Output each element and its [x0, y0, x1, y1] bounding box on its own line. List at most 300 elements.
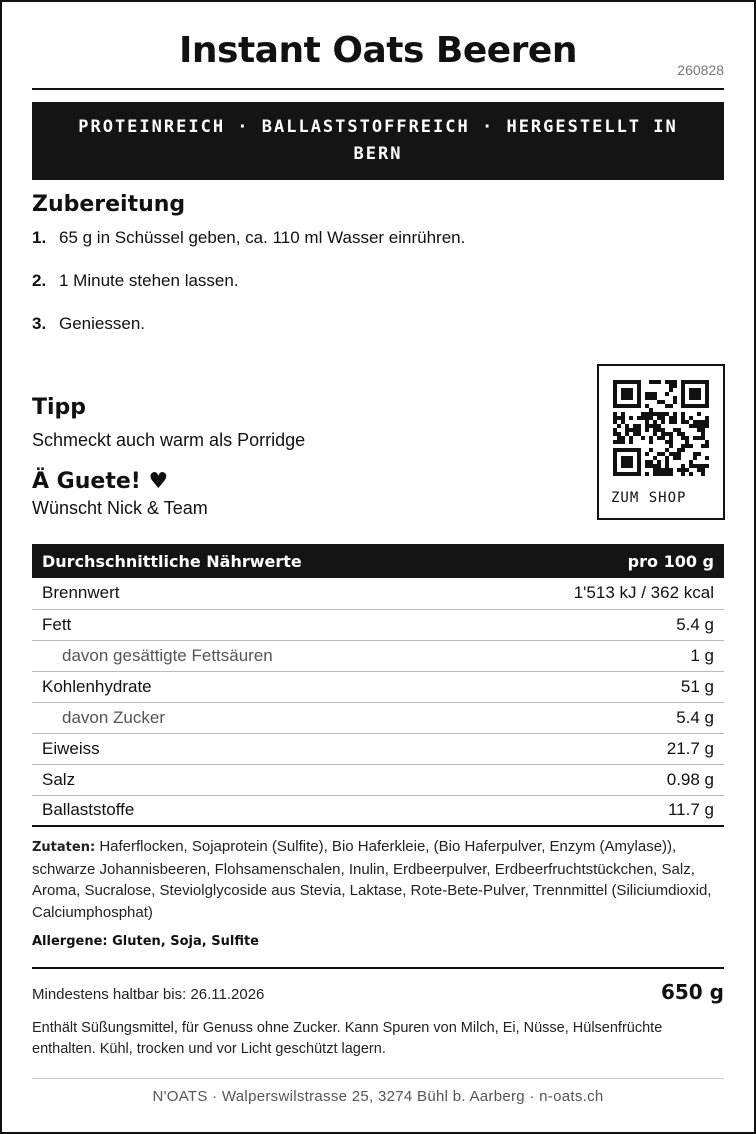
divider	[32, 88, 724, 90]
qr-module	[613, 440, 617, 444]
qr-label: ZUM SHOP	[611, 490, 687, 506]
qr-module	[613, 392, 617, 396]
qr-module	[617, 448, 621, 452]
qr-module	[629, 380, 633, 384]
qr-module	[685, 440, 689, 444]
qr-module	[613, 400, 617, 404]
qr-module	[621, 416, 625, 420]
qr-module	[681, 432, 685, 436]
qr-module	[701, 380, 705, 384]
qr-module	[669, 452, 673, 456]
qr-module	[705, 400, 709, 404]
qr-module	[677, 456, 681, 460]
qr-module	[637, 460, 641, 464]
qr-module	[645, 416, 649, 420]
qr-module	[693, 404, 697, 408]
qr-module	[633, 380, 637, 384]
qr-module	[621, 396, 625, 400]
batch-code: 260828	[677, 62, 724, 78]
qr-module	[625, 424, 629, 428]
qr-module	[705, 404, 709, 408]
nutrient-label: Ballaststoffe	[32, 795, 472, 826]
preparation-steps	[32, 228, 592, 357]
best-before: Mindestens haltbar bis: 26.11.2026	[32, 986, 265, 1003]
qr-module	[637, 400, 641, 404]
qr-module	[613, 420, 617, 424]
qr-module	[657, 468, 661, 472]
qr-module	[681, 392, 685, 396]
qr-module	[665, 460, 669, 464]
qr-module	[649, 408, 653, 412]
qr-module	[705, 456, 709, 460]
qr-module	[665, 432, 669, 436]
qr-module	[697, 464, 701, 468]
qr-module	[673, 456, 677, 460]
qr-module	[653, 396, 657, 400]
qr-module	[685, 380, 689, 384]
qr-module	[653, 464, 657, 468]
qr-module	[693, 388, 697, 392]
qr-module	[657, 400, 661, 404]
storage-notice: Enthält Süßungsmittel, für Genuss ohne Zucker. Kann Spuren von Milch, Ei, Nüsse, Hülsenfrüchte enthalten. Kühl, trocken und vor Licht geschützt lagern.	[32, 1020, 663, 1057]
qr-module	[701, 436, 705, 440]
qr-module	[697, 396, 701, 400]
qr-module	[657, 428, 661, 432]
qr-module	[701, 468, 705, 472]
qr-module	[657, 380, 661, 384]
qr-module	[637, 388, 641, 392]
qr-code-icon[interactable]	[613, 380, 709, 476]
qr-module	[689, 444, 693, 448]
qr-module	[701, 444, 705, 448]
qr-module	[697, 452, 701, 456]
nutrition-header-unit: pro 100 g	[472, 544, 724, 578]
qr-module	[625, 404, 629, 408]
nutrient-value: 5.4 g	[472, 702, 724, 733]
nutrition-row	[32, 578, 724, 609]
qr-module	[693, 456, 697, 460]
nutrient-label: davon Zucker	[32, 702, 472, 733]
qr-module	[689, 396, 693, 400]
nutrition-row	[32, 733, 724, 764]
qr-module	[621, 404, 625, 408]
qr-module	[637, 380, 641, 384]
allergens-value: Allergene: Gluten, Soja, Sulfite	[32, 934, 259, 949]
qr-module	[661, 432, 665, 436]
qr-module	[649, 448, 653, 452]
company-footer: N'OATS · Walperswilstrasse 25, 3274 Bühl b. Aarberg · n-oats.ch	[152, 1088, 604, 1105]
qr-module	[689, 460, 693, 464]
qr-module	[637, 396, 641, 400]
qr-module	[645, 452, 649, 456]
qr-module	[653, 412, 657, 416]
net-weight: 650 g	[660, 980, 724, 1004]
qr-module	[629, 396, 633, 400]
qr-module	[613, 396, 617, 400]
qr-module	[685, 404, 689, 408]
qr-module	[689, 472, 693, 476]
qr-module	[677, 448, 681, 452]
step-number: 3.	[32, 314, 47, 333]
qr-module	[629, 472, 633, 476]
qr-module	[689, 416, 693, 420]
qr-module	[681, 404, 685, 408]
qr-module	[693, 392, 697, 396]
qr-module	[621, 412, 625, 416]
qr-module	[661, 420, 665, 424]
qr-module	[613, 388, 617, 392]
qr-module	[685, 420, 689, 424]
qr-module	[649, 392, 653, 396]
qr-module	[649, 412, 653, 416]
qr-module	[625, 464, 629, 468]
greeting-heading: Ä Guete! ♥	[32, 469, 169, 494]
qr-module	[669, 388, 673, 392]
qr-module	[641, 412, 645, 416]
qr-module	[653, 428, 657, 432]
qr-module	[629, 392, 633, 396]
qr-module	[629, 456, 633, 460]
qr-module	[613, 452, 617, 456]
qr-module	[629, 428, 633, 432]
qr-module	[653, 424, 657, 428]
qr-module	[681, 412, 685, 416]
qr-module	[705, 380, 709, 384]
qr-module	[677, 452, 681, 456]
qr-module	[665, 468, 669, 472]
qr-module	[617, 424, 621, 428]
qr-module	[689, 392, 693, 396]
qr-module	[693, 380, 697, 384]
qr-module	[617, 472, 621, 476]
qr-module	[669, 384, 673, 388]
greeting-text: Wünscht Nick & Team	[32, 498, 208, 518]
step-item	[32, 314, 592, 357]
qr-module	[637, 452, 641, 456]
qr-module	[669, 404, 673, 408]
qr-module	[701, 424, 705, 428]
qr-module	[617, 432, 621, 436]
qr-module	[645, 420, 649, 424]
divider	[32, 1078, 724, 1079]
qr-module	[621, 448, 625, 452]
qr-module	[705, 464, 709, 468]
allergens-text	[32, 932, 259, 949]
qr-module	[701, 432, 705, 436]
qr-module	[693, 436, 697, 440]
qr-module	[637, 428, 641, 432]
qr-module	[641, 416, 645, 420]
qr-module	[697, 388, 701, 392]
nutrient-label: Eiweiss	[32, 733, 472, 764]
nutrition-header-label: Durchschnittliche Nährwerte	[32, 544, 472, 578]
nutrient-value: 1'513 kJ / 362 kcal	[472, 578, 724, 609]
qr-module	[661, 412, 665, 416]
qr-module	[669, 432, 673, 436]
qr-module	[617, 416, 621, 420]
qr-module	[621, 456, 625, 460]
qr-module	[669, 380, 673, 384]
qr-module	[693, 396, 697, 400]
qr-module	[689, 464, 693, 468]
ingredients-list: Haferflocken, Sojaprotein (Sulfite), Bio Haferkleie, (Bio Haferpulver, Enzym (Amylase)), schwarze Johannisbeeren, Flohsamenschalen, Inulin, Erdbeerpulver, Erdbeerfruchtstückchen, Salz, Aroma, Sucralose, Steviolglycoside aus Stevia, Laktase, Rote-Bete-Pulver, Trennmittel (Siliciumdioxid, Calciumphosphat)	[32, 838, 712, 921]
qr-module	[673, 428, 677, 432]
qr-module	[669, 436, 673, 440]
qr-module	[657, 424, 661, 428]
qr-module	[633, 432, 637, 436]
qr-module	[649, 440, 653, 444]
qr-module	[701, 428, 705, 432]
qr-module	[681, 400, 685, 404]
qr-module	[669, 416, 673, 420]
qr-module	[625, 388, 629, 392]
qr-module	[673, 384, 677, 388]
qr-module	[629, 436, 633, 440]
tip-heading: Tipp	[32, 395, 87, 420]
qr-module	[649, 396, 653, 400]
qr-module	[681, 472, 685, 476]
qr-module	[625, 428, 629, 432]
step-number: 2.	[32, 271, 47, 290]
step-text: 65 g in Schüssel geben, ca. 110 ml Wasser einrühren.	[59, 228, 466, 247]
qr-module	[637, 468, 641, 472]
qr-module	[653, 380, 657, 384]
qr-module	[665, 456, 669, 460]
qr-module	[661, 472, 665, 476]
qr-module	[625, 460, 629, 464]
qr-module	[625, 448, 629, 452]
qr-module	[673, 400, 677, 404]
qr-module	[681, 444, 685, 448]
qr-module	[673, 396, 677, 400]
qr-module	[701, 420, 705, 424]
qr-module	[665, 448, 669, 452]
qr-module	[689, 380, 693, 384]
qr-module	[697, 380, 701, 384]
qr-module	[661, 436, 665, 440]
qr-module	[693, 464, 697, 468]
qr-module	[621, 464, 625, 468]
qr-module	[673, 416, 677, 420]
qr-module	[697, 468, 701, 472]
qr-module	[617, 380, 621, 384]
qr-module	[621, 472, 625, 476]
qr-module	[633, 424, 637, 428]
qr-module	[637, 404, 641, 408]
qr-module	[629, 416, 633, 420]
qr-module	[697, 420, 701, 424]
qr-module	[681, 464, 685, 468]
nutrition-row	[32, 671, 724, 702]
qr-module	[685, 468, 689, 472]
qr-module	[641, 436, 645, 440]
qr-module	[629, 448, 633, 452]
qr-module	[661, 416, 665, 420]
qr-module	[613, 456, 617, 460]
qr-module	[613, 472, 617, 476]
qr-module	[681, 384, 685, 388]
qr-module	[629, 440, 633, 444]
nutrient-value: 1 g	[472, 640, 724, 671]
qr-module	[669, 444, 673, 448]
step-item	[32, 271, 592, 314]
nutrition-row	[32, 764, 724, 795]
preparation-heading: Zubereitung	[32, 192, 186, 217]
qr-module	[701, 464, 705, 468]
qr-module	[697, 412, 701, 416]
qr-module	[617, 440, 621, 444]
qr-module	[697, 392, 701, 396]
qr-module	[669, 420, 673, 424]
qr-module	[649, 416, 653, 420]
nutrition-row	[32, 609, 724, 640]
tip-text: Schmeckt auch warm als Porridge	[32, 430, 306, 450]
ingredients-text	[32, 836, 722, 923]
qr-module	[621, 440, 625, 444]
qr-module	[653, 420, 657, 424]
qr-module	[649, 436, 653, 440]
qr-module	[665, 464, 669, 468]
qr-module	[681, 436, 685, 440]
qr-module	[677, 428, 681, 432]
qr-module	[613, 380, 617, 384]
qr-module	[705, 384, 709, 388]
qr-module	[705, 388, 709, 392]
qr-module	[657, 416, 661, 420]
qr-module	[681, 380, 685, 384]
qr-module	[653, 456, 657, 460]
ingredients-label: Zutaten:	[32, 840, 96, 855]
qr-module	[653, 432, 657, 436]
nutrient-value: 5.4 g	[472, 609, 724, 640]
qr-module	[661, 400, 665, 404]
nutrient-label: Fett	[32, 609, 472, 640]
qr-module	[697, 424, 701, 428]
qr-module	[673, 412, 677, 416]
qr-module	[661, 452, 665, 456]
qr-module	[645, 460, 649, 464]
qr-module	[653, 392, 657, 396]
claims-text: PROTEINREICH · BALLASTSTOFFREICH · HERGESTELLT IN BERN	[78, 117, 678, 164]
qr-module	[681, 468, 685, 472]
qr-module	[625, 456, 629, 460]
divider	[32, 967, 724, 969]
qr-module	[665, 440, 669, 444]
qr-module	[689, 424, 693, 428]
qr-module	[657, 472, 661, 476]
qr-module	[637, 448, 641, 452]
qr-module	[669, 440, 673, 444]
qr-module	[653, 472, 657, 476]
qr-module	[661, 428, 665, 432]
qr-module	[661, 468, 665, 472]
qr-module	[693, 420, 697, 424]
qr-module	[633, 472, 637, 476]
qr-module	[629, 404, 633, 408]
qr-module	[681, 416, 685, 420]
qr-module	[617, 436, 621, 440]
qr-module	[657, 464, 661, 468]
qr-module	[657, 460, 661, 464]
qr-module	[657, 436, 661, 440]
step-number: 1.	[32, 228, 47, 247]
nutrition-row	[32, 795, 724, 826]
qr-module	[613, 412, 617, 416]
qr-module	[637, 432, 641, 436]
qr-module	[621, 392, 625, 396]
qr-module	[625, 472, 629, 476]
qr-module	[613, 464, 617, 468]
qr-module	[613, 432, 617, 436]
qr-module	[657, 452, 661, 456]
qr-module	[629, 464, 633, 468]
qr-module	[613, 460, 617, 464]
qr-module	[645, 428, 649, 432]
qr-module	[677, 468, 681, 472]
step-text: Geniessen.	[59, 314, 145, 333]
nutrient-label: Brennwert	[32, 578, 472, 609]
qr-module	[681, 396, 685, 400]
qr-module	[629, 388, 633, 392]
qr-module	[637, 416, 641, 420]
qr-module	[637, 392, 641, 396]
qr-module	[637, 384, 641, 388]
qr-module	[697, 428, 701, 432]
qr-module	[689, 404, 693, 408]
qr-module	[701, 472, 705, 476]
qr-module	[633, 428, 637, 432]
qr-module	[665, 412, 669, 416]
nutrition-subrow	[32, 640, 724, 671]
qr-module	[669, 468, 673, 472]
nutrition-table	[32, 544, 724, 827]
qr-module	[665, 380, 669, 384]
qr-module	[637, 472, 641, 476]
qr-module	[645, 404, 649, 408]
qr-module	[613, 404, 617, 408]
qr-module	[645, 412, 649, 416]
qr-module	[669, 472, 673, 476]
qr-code-box[interactable]	[597, 364, 725, 520]
qr-module	[673, 452, 677, 456]
qr-module	[637, 464, 641, 468]
qr-module	[673, 380, 677, 384]
qr-module	[645, 392, 649, 396]
qr-module	[613, 416, 617, 420]
qr-module	[681, 388, 685, 392]
qr-module	[705, 424, 709, 428]
qr-module	[613, 428, 617, 432]
qr-module	[705, 416, 709, 420]
step-item	[32, 228, 592, 271]
nutrient-label: Kohlenhydrate	[32, 671, 472, 702]
qr-module	[625, 396, 629, 400]
qr-module	[629, 460, 633, 464]
qr-module	[697, 404, 701, 408]
nutrient-value: 51 g	[472, 671, 724, 702]
qr-module	[613, 384, 617, 388]
qr-module	[625, 392, 629, 396]
qr-module	[617, 404, 621, 408]
qr-module	[677, 432, 681, 436]
qr-module	[625, 432, 629, 436]
qr-module	[705, 420, 709, 424]
qr-module	[705, 392, 709, 396]
qr-module	[681, 420, 685, 424]
qr-module	[673, 420, 677, 424]
qr-module	[645, 472, 649, 476]
qr-module	[685, 444, 689, 448]
